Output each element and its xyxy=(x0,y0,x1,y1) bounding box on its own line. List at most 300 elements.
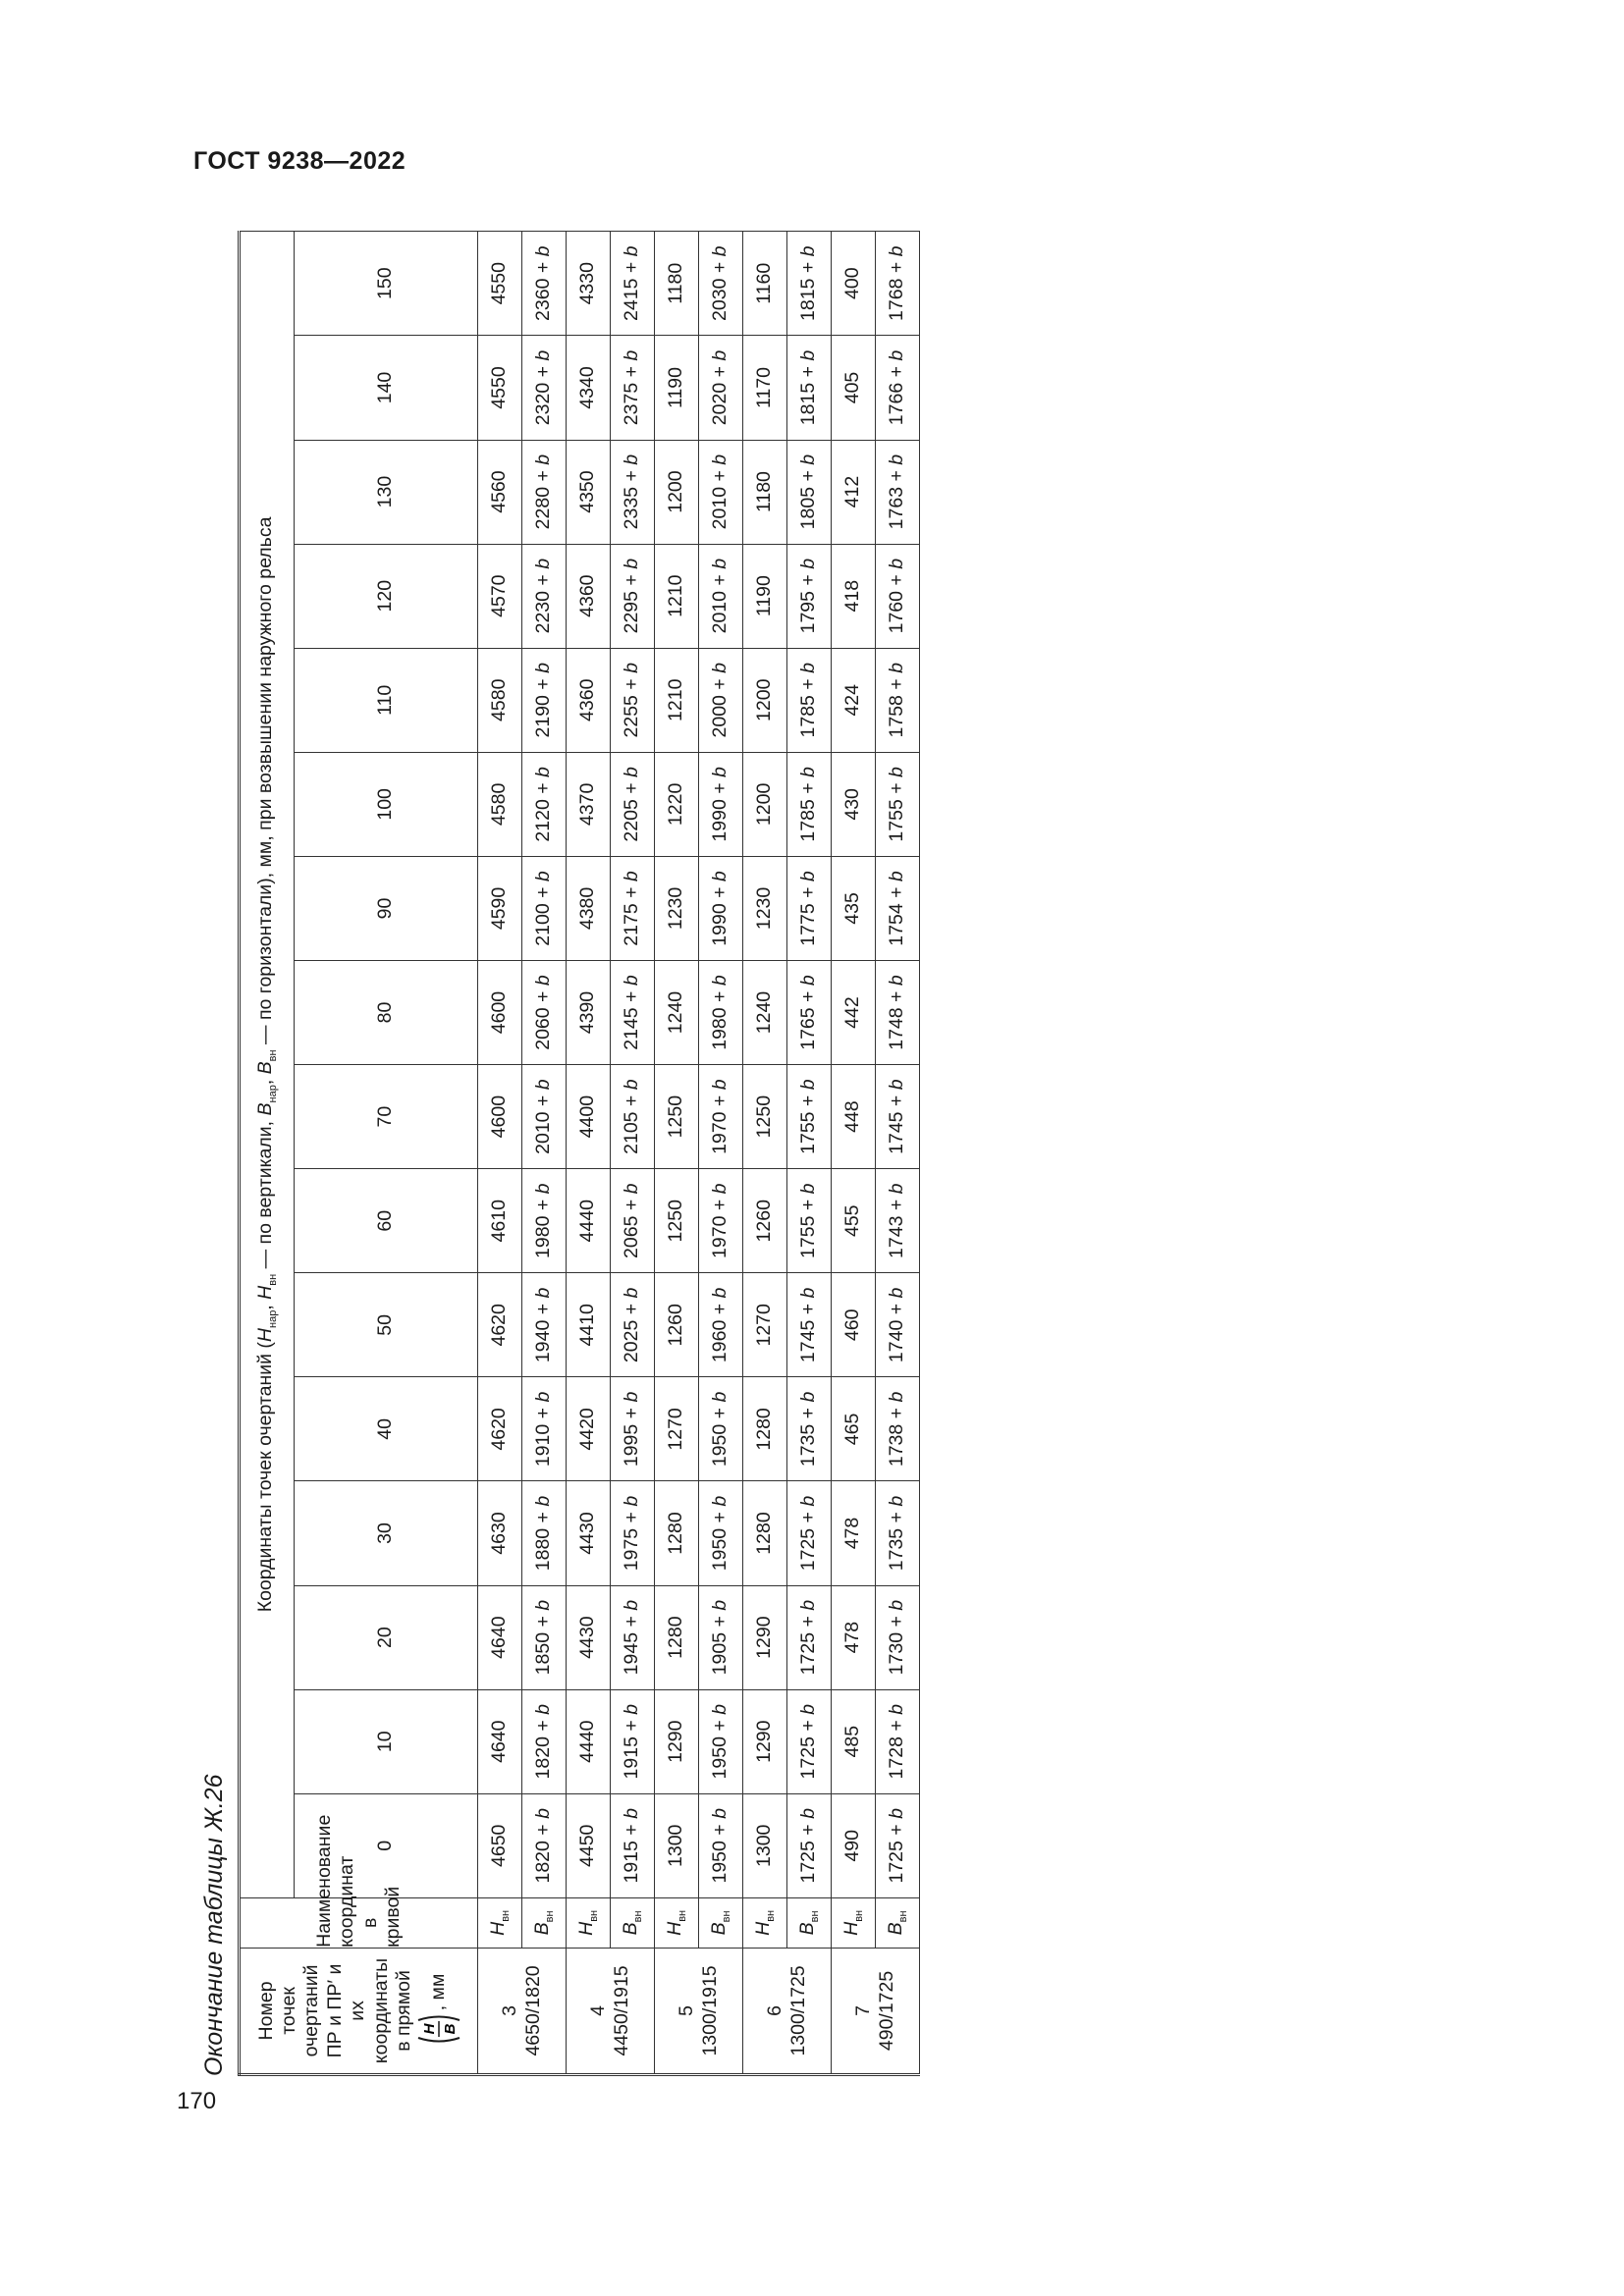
value-cell: 2020 + b xyxy=(699,336,743,440)
value-cell: 1970 + b xyxy=(699,1169,743,1273)
value-cell: 2010 + b xyxy=(699,440,743,544)
coord-header-line2: в кривой xyxy=(358,1886,404,1948)
variable-b: b xyxy=(621,663,643,673)
value-cell: 1735 + b xyxy=(876,1481,920,1585)
value-cell: 4570 xyxy=(478,544,522,648)
variable-b: b xyxy=(532,1079,555,1091)
variable-b: b xyxy=(797,871,820,882)
value-cell: 4620 xyxy=(478,1377,522,1481)
variable-b: b xyxy=(709,767,731,777)
variable-b: b xyxy=(886,975,908,987)
variable-b: b xyxy=(886,349,908,361)
variable-b: b xyxy=(621,767,643,777)
value-cell: 1180 xyxy=(655,232,699,336)
value-cell: 455 xyxy=(832,1169,876,1273)
point-number: 6 xyxy=(764,2005,786,2016)
value-cell: 1975 + b xyxy=(611,1481,655,1585)
variable-b: b xyxy=(621,1079,643,1091)
value-cell: 430 xyxy=(832,752,876,856)
coordinate-subscript: вн xyxy=(676,1909,688,1922)
value-cell: 1250 xyxy=(655,1065,699,1169)
variable-b: b xyxy=(886,1599,908,1611)
variable-b: b xyxy=(532,1183,555,1195)
elevation-header-cell: 30 xyxy=(295,1481,478,1585)
value-cell: 1815 + b xyxy=(787,232,832,336)
value-cell: 1763 + b xyxy=(876,440,920,544)
value-cell: 2010 + b xyxy=(522,1065,567,1169)
value-cell: 1200 xyxy=(743,752,787,856)
coordinate-name-cell xyxy=(655,1897,699,1948)
value-cell: 4430 xyxy=(567,1481,611,1585)
value-cell: 4410 xyxy=(567,1273,611,1377)
coordinate-symbol: H xyxy=(663,1921,685,1936)
value-cell: 1775 + b xyxy=(787,856,832,960)
value-cell: 1270 xyxy=(655,1377,699,1481)
variable-b: b xyxy=(797,349,820,361)
variable-b: b xyxy=(797,1808,820,1819)
top-header-hvn-sub: вн xyxy=(266,1273,279,1286)
value-cell: 4610 xyxy=(478,1169,522,1273)
value-cell: 1805 + b xyxy=(787,440,832,544)
variable-b: b xyxy=(886,663,908,673)
variable-b: b xyxy=(797,1287,820,1299)
coordinate-symbol: H xyxy=(751,1921,774,1936)
top-header-sep2: , xyxy=(253,1074,276,1086)
value-cell: 1743 + b xyxy=(876,1169,920,1273)
value-cell: 1230 xyxy=(655,856,699,960)
variable-b: b xyxy=(532,975,555,987)
variable-b: b xyxy=(621,871,643,882)
coordinate-symbol: B xyxy=(884,1922,906,1936)
point-header-line1: Номер точек очертаний ПР и ПР′ и xyxy=(254,1963,346,2058)
point-cell xyxy=(478,1948,567,2074)
variable-b: b xyxy=(709,1808,731,1819)
top-header-suffix: — по горизонтали), мм, при возвышении наружного рельса xyxy=(253,516,276,1050)
top-header-bvn-sub: вн xyxy=(266,1049,279,1062)
variable-b: b xyxy=(621,1599,643,1611)
variable-b: b xyxy=(621,558,643,569)
variable-b: b xyxy=(886,245,908,257)
variable-b: b xyxy=(532,1703,555,1715)
variable-b: b xyxy=(797,1391,820,1403)
variable-b: b xyxy=(886,1495,908,1507)
value-cell: 4360 xyxy=(567,648,611,752)
point-number-header xyxy=(240,1948,478,2074)
variable-b: b xyxy=(709,871,731,882)
value-cell: 1725 + b xyxy=(876,1793,920,1897)
value-cell: 4440 xyxy=(567,1689,611,1793)
value-cell: 1280 xyxy=(743,1481,787,1585)
value-cell: 1980 + b xyxy=(699,961,743,1065)
coordinates-top-header xyxy=(240,232,295,1898)
value-cell: 4430 xyxy=(567,1585,611,1689)
variable-b: b xyxy=(709,454,731,465)
coordinate-symbol: B xyxy=(619,1922,641,1936)
value-cell: 1768 + b xyxy=(876,232,920,336)
value-cell: 1290 xyxy=(655,1689,699,1793)
value-cell: 4620 xyxy=(478,1273,522,1377)
variable-b: b xyxy=(532,871,555,882)
value-cell: 2190 + b xyxy=(522,648,567,752)
elevation-header-cell: 120 xyxy=(295,544,478,648)
top-header-bvn: B xyxy=(253,1061,276,1075)
coordinate-subscript: вн xyxy=(852,1909,865,1922)
value-cell: 2060 + b xyxy=(522,961,567,1065)
value-cell: 1880 + b xyxy=(522,1481,567,1585)
value-cell: 418 xyxy=(832,544,876,648)
value-cell: 1915 + b xyxy=(611,1689,655,1793)
elevation-header-row xyxy=(295,232,478,2075)
variable-b: b xyxy=(886,1808,908,1819)
value-cell: 2360 + b xyxy=(522,232,567,336)
variable-b: b xyxy=(797,1599,820,1611)
coordinate-name-cell xyxy=(611,1897,655,1948)
elevation-header-cell: 100 xyxy=(295,752,478,856)
value-cell: 1754 + b xyxy=(876,856,920,960)
value-cell: 4360 xyxy=(567,544,611,648)
coordinate-subscript: вн xyxy=(631,1910,644,1923)
value-cell: 1995 + b xyxy=(611,1377,655,1481)
coordinate-subscript: вн xyxy=(764,1909,777,1922)
variable-b: b xyxy=(532,767,555,777)
elevation-header-cell: 80 xyxy=(295,961,478,1065)
top-header-hvn: H xyxy=(253,1285,276,1300)
value-cell: 1785 + b xyxy=(787,648,832,752)
point-cell xyxy=(743,1948,832,2074)
variable-b: b xyxy=(532,558,555,569)
value-cell: 1200 xyxy=(743,648,787,752)
value-cell: 1820 + b xyxy=(522,1689,567,1793)
variable-b: b xyxy=(797,1703,820,1715)
table-row xyxy=(743,232,787,2075)
coordinate-name-cell xyxy=(522,1897,567,1948)
variable-b: b xyxy=(532,1495,555,1507)
value-cell: 1820 + b xyxy=(522,1793,567,1897)
value-cell: 1910 + b xyxy=(522,1377,567,1481)
value-cell: 412 xyxy=(832,440,876,544)
value-cell: 1766 + b xyxy=(876,336,920,440)
value-cell: 2415 + b xyxy=(611,232,655,336)
value-cell: 465 xyxy=(832,1377,876,1481)
value-cell: 4350 xyxy=(567,440,611,544)
elevation-header-cell: 40 xyxy=(295,1377,478,1481)
value-cell: 4400 xyxy=(567,1065,611,1169)
variable-b: b xyxy=(532,1287,555,1299)
value-cell: 2100 + b xyxy=(522,856,567,960)
value-cell: 1220 xyxy=(655,752,699,856)
value-cell: 1755 + b xyxy=(787,1169,832,1273)
variable-b: b xyxy=(709,1495,731,1507)
top-header-sep: , xyxy=(253,1299,276,1310)
value-cell: 1785 + b xyxy=(787,752,832,856)
variable-b: b xyxy=(797,663,820,673)
svg-text:H: H xyxy=(421,2023,439,2035)
value-cell: 400 xyxy=(832,232,876,336)
coordinate-symbol: B xyxy=(795,1922,818,1936)
point-number: 7 xyxy=(852,2005,875,2016)
variable-b: b xyxy=(621,1703,643,1715)
value-cell: 4600 xyxy=(478,961,522,1065)
value-cell: 4550 xyxy=(478,232,522,336)
point-header-unit: , мм xyxy=(427,1973,450,2011)
variable-b: b xyxy=(797,1495,820,1507)
value-cell: 1160 xyxy=(743,232,787,336)
value-cell: 4580 xyxy=(478,648,522,752)
variable-b: b xyxy=(532,454,555,465)
rotated-table-block xyxy=(202,231,1061,2076)
header-row-top xyxy=(240,232,295,2075)
value-cell: 1950 + b xyxy=(699,1377,743,1481)
svg-text:B: B xyxy=(442,2023,460,2035)
variable-b: b xyxy=(709,1599,731,1611)
value-cell: 478 xyxy=(832,1585,876,1689)
value-cell: 2280 + b xyxy=(522,440,567,544)
value-cell: 1950 + b xyxy=(699,1793,743,1897)
variable-b: b xyxy=(532,663,555,673)
table-row xyxy=(611,232,655,2075)
value-cell: 1250 xyxy=(743,1065,787,1169)
value-cell: 1755 + b xyxy=(787,1065,832,1169)
value-cell: 1758 + b xyxy=(876,648,920,752)
value-cell: 1180 xyxy=(743,440,787,544)
variable-b: b xyxy=(886,1287,908,1299)
value-cell: 4640 xyxy=(478,1689,522,1793)
value-cell: 1300 xyxy=(655,1793,699,1897)
value-cell: 4640 xyxy=(478,1585,522,1689)
table-row xyxy=(478,232,522,2075)
value-cell: 4420 xyxy=(567,1377,611,1481)
variable-b: b xyxy=(532,1808,555,1819)
variable-b: b xyxy=(797,454,820,465)
variable-b: b xyxy=(886,454,908,465)
variable-b: b xyxy=(797,1079,820,1091)
variable-b: b xyxy=(532,1599,555,1611)
value-cell: 4560 xyxy=(478,440,522,544)
value-cell: 4630 xyxy=(478,1481,522,1585)
value-cell: 1730 + b xyxy=(876,1585,920,1689)
value-cell: 2030 + b xyxy=(699,232,743,336)
value-cell: 1740 + b xyxy=(876,1273,920,1377)
value-cell: 4590 xyxy=(478,856,522,960)
value-cell: 1190 xyxy=(743,544,787,648)
point-number: 3 xyxy=(499,2005,521,2016)
variable-b: b xyxy=(709,558,731,569)
value-cell: 1250 xyxy=(655,1169,699,1273)
variable-b: b xyxy=(621,1808,643,1819)
value-cell: 1905 + b xyxy=(699,1585,743,1689)
value-cell: 1950 + b xyxy=(699,1689,743,1793)
variable-b: b xyxy=(886,1079,908,1091)
coordinate-subscript: вн xyxy=(720,1910,732,1923)
coordinate-subscript: вн xyxy=(896,1910,909,1923)
table-row xyxy=(655,232,699,2075)
variable-b: b xyxy=(797,245,820,257)
value-cell: 1260 xyxy=(655,1273,699,1377)
value-cell: 2010 + b xyxy=(699,544,743,648)
value-cell: 2105 + b xyxy=(611,1065,655,1169)
table-row xyxy=(567,232,611,2075)
value-cell: 1945 + b xyxy=(611,1585,655,1689)
point-cell xyxy=(567,1948,655,2074)
variable-b: b xyxy=(621,1495,643,1507)
variable-b: b xyxy=(797,1183,820,1195)
variable-b: b xyxy=(886,1391,908,1403)
coordinate-symbol: H xyxy=(839,1921,862,1936)
variable-b: b xyxy=(886,871,908,882)
value-cell: 460 xyxy=(832,1273,876,1377)
variable-b: b xyxy=(621,1183,643,1195)
value-cell: 1940 + b xyxy=(522,1273,567,1377)
coordinate-name-cell xyxy=(876,1897,920,1948)
coordinate-name-cell xyxy=(567,1897,611,1948)
point-cell xyxy=(655,1948,743,2074)
elevation-header-cell: 110 xyxy=(295,648,478,752)
value-cell: 1230 xyxy=(743,856,787,960)
coordinate-symbol: B xyxy=(707,1922,730,1936)
value-cell: 1725 + b xyxy=(787,1585,832,1689)
value-cell: 1290 xyxy=(743,1689,787,1793)
value-cell: 1280 xyxy=(655,1481,699,1585)
coordinate-subscript: вн xyxy=(587,1909,600,1922)
variable-b: b xyxy=(532,245,555,257)
value-cell: 490 xyxy=(832,1793,876,1897)
value-cell: 1850 + b xyxy=(522,1585,567,1689)
value-cell: 4330 xyxy=(567,232,611,336)
value-cell: 1240 xyxy=(655,961,699,1065)
value-cell: 2230 + b xyxy=(522,544,567,648)
value-cell: 1725 + b xyxy=(787,1481,832,1585)
table-body xyxy=(478,232,920,2075)
value-cell: 1748 + b xyxy=(876,961,920,1065)
variable-b: b xyxy=(709,1287,731,1299)
value-cell: 1735 + b xyxy=(787,1377,832,1481)
value-cell: 1950 + b xyxy=(699,1481,743,1585)
top-header-bnar-sub: нар xyxy=(266,1085,279,1103)
elevation-header-cell: 50 xyxy=(295,1273,478,1377)
value-cell: 1190 xyxy=(655,336,699,440)
value-cell: 4650 xyxy=(478,1793,522,1897)
value-cell: 2175 + b xyxy=(611,856,655,960)
elevation-header-cell: 140 xyxy=(295,336,478,440)
value-cell: 1170 xyxy=(743,336,787,440)
variable-b: b xyxy=(532,349,555,361)
value-cell: 4580 xyxy=(478,752,522,856)
coordinate-name-cell xyxy=(743,1897,787,1948)
value-cell: 1728 + b xyxy=(876,1689,920,1793)
value-cell: 4550 xyxy=(478,336,522,440)
value-cell: 2000 + b xyxy=(699,648,743,752)
value-cell: 4450 xyxy=(567,1793,611,1897)
coordinate-symbol: H xyxy=(574,1921,597,1936)
value-cell: 1815 + b xyxy=(787,336,832,440)
coordinate-symbol: B xyxy=(530,1922,553,1936)
elevation-header-cell: 90 xyxy=(295,856,478,960)
variable-b: b xyxy=(886,1703,908,1715)
variable-b: b xyxy=(709,1391,731,1403)
table-row xyxy=(787,232,832,2075)
value-cell: 4390 xyxy=(567,961,611,1065)
variable-b: b xyxy=(709,1183,731,1195)
top-header-mid: — по вертикали, xyxy=(253,1115,276,1274)
value-cell: 2145 + b xyxy=(611,961,655,1065)
variable-b: b xyxy=(709,1703,731,1715)
document-header: ГОСТ 9238—2022 xyxy=(193,147,406,175)
value-cell: 1960 + b xyxy=(699,1273,743,1377)
value-cell: 435 xyxy=(832,856,876,960)
value-cell: 1210 xyxy=(655,648,699,752)
top-header-prefix: Координаты точек очертаний ( xyxy=(253,1342,276,1613)
value-cell: 1260 xyxy=(743,1169,787,1273)
table-row xyxy=(522,232,567,2075)
variable-b: b xyxy=(886,1183,908,1195)
value-cell: 2065 + b xyxy=(611,1169,655,1273)
fraction-H-over-B-icon xyxy=(415,2012,462,2046)
value-cell: 1738 + b xyxy=(876,1377,920,1481)
value-cell: 1970 + b xyxy=(699,1065,743,1169)
value-cell: 2335 + b xyxy=(611,440,655,544)
variable-b: b xyxy=(709,663,731,673)
value-cell: 2025 + b xyxy=(611,1273,655,1377)
coordinate-name-cell xyxy=(478,1897,522,1948)
value-cell: 4440 xyxy=(567,1169,611,1273)
value-cell: 2205 + b xyxy=(611,752,655,856)
outline-coordinates-table xyxy=(238,231,920,2076)
top-header-bnar: B xyxy=(253,1102,276,1116)
elevation-header-cell: 60 xyxy=(295,1169,478,1273)
value-cell: 1745 + b xyxy=(876,1065,920,1169)
value-cell: 2320 + b xyxy=(522,336,567,440)
coordinate-name-cell xyxy=(787,1897,832,1948)
table-caption: Окончание таблицы Ж.26 xyxy=(200,1774,228,2076)
variable-b: b xyxy=(621,245,643,257)
value-cell: 2375 + b xyxy=(611,336,655,440)
value-cell: 1980 + b xyxy=(522,1169,567,1273)
coord-header-line1: Наименование координат xyxy=(312,1814,358,1948)
variable-b: b xyxy=(797,975,820,987)
value-cell: 1990 + b xyxy=(699,856,743,960)
elevation-header-cell: 10 xyxy=(295,1689,478,1793)
value-cell: 442 xyxy=(832,961,876,1065)
value-cell: 1795 + b xyxy=(787,544,832,648)
value-cell: 4600 xyxy=(478,1065,522,1169)
value-cell: 1200 xyxy=(655,440,699,544)
coordinate-name-cell xyxy=(699,1897,743,1948)
variable-b: b xyxy=(532,1391,555,1403)
value-cell: 1210 xyxy=(655,544,699,648)
point-straight-coords: 490/1725 xyxy=(875,1970,897,2052)
point-straight-coords: 1300/1725 xyxy=(786,1965,809,2056)
value-cell: 485 xyxy=(832,1689,876,1793)
point-header-line2: их координаты в прямой xyxy=(347,1957,414,2064)
value-cell: 1915 + b xyxy=(611,1793,655,1897)
variable-b: b xyxy=(621,1287,643,1299)
point-number: 4 xyxy=(587,2005,610,2016)
value-cell: 1765 + b xyxy=(787,961,832,1065)
elevation-header-cell: 70 xyxy=(295,1065,478,1169)
value-cell: 1270 xyxy=(743,1273,787,1377)
coordinate-symbol: H xyxy=(486,1921,509,1936)
elevation-header-cell: 130 xyxy=(295,440,478,544)
value-cell: 1725 + b xyxy=(787,1689,832,1793)
value-cell: 1760 + b xyxy=(876,544,920,648)
coordinate-subscript: вн xyxy=(808,1910,821,1923)
value-cell: 1745 + b xyxy=(787,1273,832,1377)
point-cell xyxy=(832,1948,920,2074)
coordinate-name-cell xyxy=(832,1897,876,1948)
value-cell: 1280 xyxy=(655,1585,699,1689)
value-cell: 424 xyxy=(832,648,876,752)
point-straight-coords: 4650/1820 xyxy=(521,1965,544,2056)
